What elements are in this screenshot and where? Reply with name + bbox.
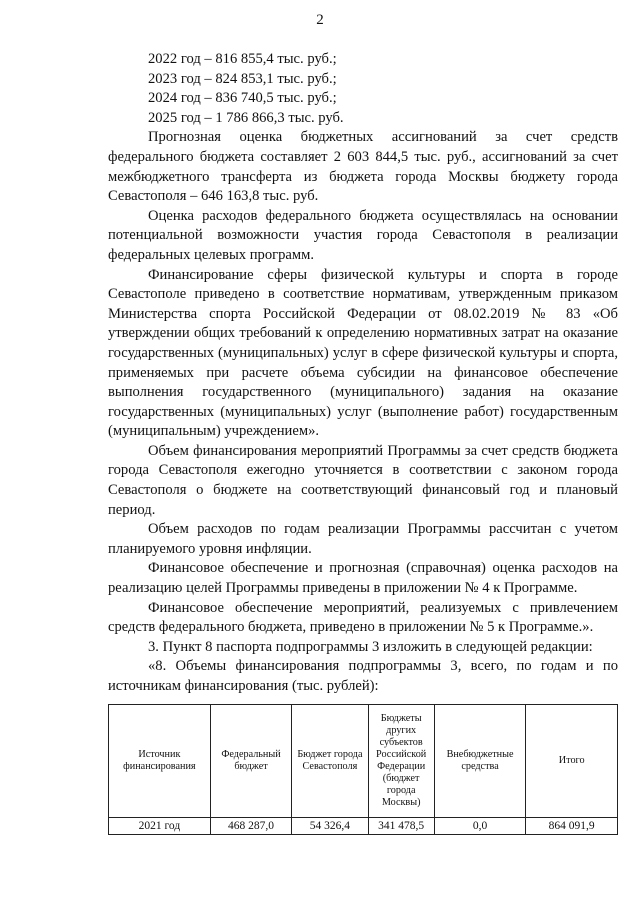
year-line-2025: 2025 год – 1 786 866,3 тыс. руб. bbox=[148, 109, 344, 126]
paragraph-item-3: 3. Пункт 8 паспорта подпрограммы 3 изложить в следующей редакции: bbox=[148, 638, 593, 655]
table-header-row bbox=[109, 705, 618, 818]
cell-total: 864 091,9 bbox=[526, 818, 618, 835]
page-number: 2 bbox=[316, 12, 324, 28]
header-other-subjects: Бюджеты других субъектов Российской Федерации (бюджет города Москвы) bbox=[368, 705, 434, 818]
paragraph-federal-estimate: Оценка расходов федерального бюджета осуществлялась на основании потенциальной возможности участия города Севастополя в реализации федеральных целевых программ. bbox=[108, 207, 618, 263]
header-federal: Федеральный бюджет bbox=[210, 705, 291, 818]
cell-year: 2021 год bbox=[109, 818, 211, 835]
paragraph-city-budget: Объем финансирования мероприятий Программы за счет средств бюджета города Севастополя ежегодно уточняется в соответствии с законом города Севастополя о бюджете на соответствующий финансовый год и плановый период. bbox=[108, 442, 618, 518]
year-line-2023: 2023 год – 824 853,1 тыс. руб.; bbox=[148, 70, 337, 87]
year-line-2024: 2024 год – 836 740,5 тыс. руб.; bbox=[148, 90, 337, 107]
document-body bbox=[108, 50, 618, 697]
cell-sevastopol: 54 326,4 bbox=[292, 818, 368, 835]
financing-table bbox=[108, 704, 618, 835]
paragraph-forecast: Прогнозная оценка бюджетных ассигнований за счет средств федерального бюджета составляет 2 603 844,5 тыс. руб., ассигнований за счет межбюджетного трансферта из бюджета города Москвы бюджету города Севастополя – 646 163,8 тыс. руб. bbox=[108, 129, 618, 205]
header-sevastopol: Бюджет города Севастополя bbox=[292, 705, 368, 818]
header-source: Источник финансирования bbox=[109, 705, 211, 818]
paragraph-item-8: «8. Объемы финансирования подпрограммы 3, всего, по годам и по источникам финансирования (тыс. рублей): bbox=[108, 658, 618, 694]
paragraph-appendix-5: Финансовое обеспечение мероприятий, реализуемых с привлечением средств федерального бюджета, приведено в приложении № 5 к Программе.». bbox=[108, 599, 618, 636]
header-total: Итого bbox=[526, 705, 618, 818]
paragraph-appendix-4: Финансовое обеспечение и прогнозная (справочная) оценка расходов на реализацию целей Программы приведены в приложении № 4 к Программе. bbox=[108, 560, 618, 597]
cell-federal: 468 287,0 bbox=[210, 818, 291, 835]
cell-other-subjects: 341 478,5 bbox=[368, 818, 434, 835]
table-row bbox=[109, 818, 618, 835]
header-extrabudgetary: Внебюджетные средства bbox=[434, 705, 526, 818]
cell-extrabudgetary: 0,0 bbox=[434, 818, 526, 835]
year-line-2022: 2022 год – 816 855,4 тыс. руб.; bbox=[148, 51, 337, 67]
paragraph-sport-financing: Финансирование сферы физической культуры и спорта в городе Севастополе приведено в соответствие нормативам, утвержденным приказом Министерства спорта Российской Федерации от 08.02.2019 № 83 «Об утверждении общих требований к определению нормативных затрат на оказание государственных (муниципальных) услуг в сфере физической культуры и спорта, применяемых при расчете объема субсидии на финансовое обеспечение выполнения государственного (муниципального) задания на оказание государственных (муниципальных) услуг (выполнение работ) государственным (муниципальным) учреждением». bbox=[108, 266, 618, 440]
paragraph-inflation: Объем расходов по годам реализации Программы рассчитан с учетом планируемого уровня инфляции. bbox=[108, 521, 618, 557]
